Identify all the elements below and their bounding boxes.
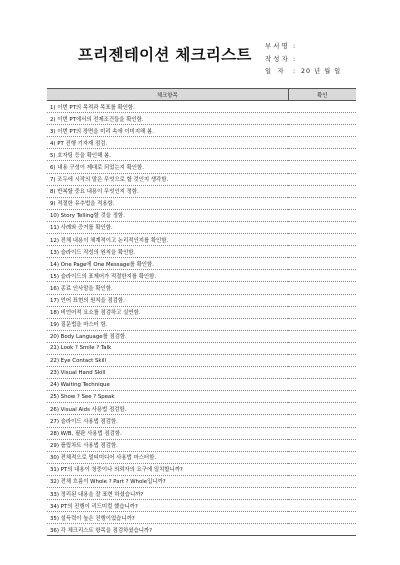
checklist-item-text: 35) 설득력이 높은 진행이었습니까?	[47, 512, 288, 524]
meta-label: 작성자	[265, 55, 290, 63]
checklist-item-text: 15) 슬라이드의 표제어가 적절한지를 확인함.	[47, 270, 288, 282]
checklist-row	[47, 524, 356, 536]
checklist-item-text: 9) 적절한 유추법을 적용함.	[47, 197, 288, 209]
checklist-item-text: 4) PT 진행 기자재 점검.	[47, 137, 288, 149]
checklist-row	[47, 185, 356, 197]
meta-row-date	[265, 66, 341, 79]
checklist-confirm-cell[interactable]	[288, 113, 356, 125]
checklist-item-text: 17) 언어 표현의 원칙을 점검함.	[47, 294, 288, 306]
page-title: 프리젠테이션 체크리스트	[78, 46, 252, 64]
checklist-item-text: 6) 내용 구성이 제대로 되었는지 확인함.	[47, 161, 288, 173]
checklist-item-text: 23) Visual Hand Skill	[47, 367, 288, 379]
checklist-confirm-cell[interactable]	[288, 306, 356, 318]
checklist-confirm-cell[interactable]	[288, 137, 356, 149]
checklist-confirm-cell[interactable]	[288, 234, 356, 246]
checklist-row	[47, 354, 356, 366]
checklist-row	[47, 149, 356, 161]
checklist-confirm-cell[interactable]	[288, 209, 356, 221]
checklist-row	[47, 463, 356, 475]
checklist-item-text: 21) Look ? Smile ? Talk	[47, 342, 288, 354]
checklist-row	[47, 403, 356, 415]
checklist-row	[47, 318, 356, 330]
meta-row-department	[265, 41, 341, 54]
checklist-confirm-cell[interactable]	[288, 270, 356, 282]
checklist-confirm-cell[interactable]	[288, 185, 356, 197]
checklist-confirm-cell[interactable]	[288, 524, 356, 536]
checklist-confirm-cell[interactable]	[288, 161, 356, 173]
checklist-item-text: 36) 각 체크리스트 항목을 점검하셨습니까?	[47, 524, 288, 536]
checklist-row	[47, 282, 356, 294]
checklist-row	[47, 342, 356, 354]
checklist-confirm-cell[interactable]	[288, 354, 356, 366]
checklist-confirm-cell[interactable]	[288, 294, 356, 306]
checklist-body	[47, 101, 356, 536]
checklist-row	[47, 101, 356, 113]
checklist-item-text: 31) PT의 내용이 청중이나 의뢰자의 요구에 일치합니까?	[47, 463, 288, 475]
checklist-row	[47, 209, 356, 221]
checklist-row	[47, 427, 356, 439]
checklist-confirm-cell[interactable]	[288, 488, 356, 500]
checklist-confirm-cell[interactable]	[288, 391, 356, 403]
checklist-item-text: 13) 슬라이드 작성의 원칙을 확인함.	[47, 246, 288, 258]
meta-colon: :	[293, 68, 296, 76]
checklist-confirm-cell[interactable]	[288, 379, 356, 391]
checklist-confirm-cell[interactable]	[288, 475, 356, 487]
checklist-row	[47, 161, 356, 173]
checklist-row	[47, 246, 356, 258]
checklist-item-text: 8) 반복할 중요 내용이 무엇인지 정함.	[47, 185, 288, 197]
checklist-row	[47, 475, 356, 487]
checklist-item-text: 34) PT의 진행이 리드미컬 했습니까?	[47, 500, 288, 512]
checklist-confirm-cell[interactable]	[288, 342, 356, 354]
checklist-item-text: 10) Story Telling할 것을 정함.	[47, 209, 288, 221]
checklist-row	[47, 500, 356, 512]
checklist-row	[47, 488, 356, 500]
checklist-item-text: 5) 호자팅 등을 확인해 봄.	[47, 149, 288, 161]
checklist-table	[47, 88, 356, 536]
meta-value[interactable]: 20 년 월 일	[301, 68, 342, 76]
checklist-row	[47, 330, 356, 342]
checklist-confirm-cell[interactable]	[288, 246, 356, 258]
document-meta	[265, 41, 341, 79]
checklist-item-text: 16) 종료 인사말을 확인함.	[47, 282, 288, 294]
checklist-item-text: 24) Waiting Technique	[47, 379, 288, 391]
column-header-item: 체크항목	[47, 89, 288, 101]
checklist-row	[47, 197, 356, 209]
checklist-item-text: 33) 정리된 내용을 잘 표현 하셨습니까?	[47, 488, 288, 500]
checklist-confirm-cell[interactable]	[288, 221, 356, 233]
checklist-confirm-cell[interactable]	[288, 258, 356, 270]
checklist-confirm-cell[interactable]	[288, 367, 356, 379]
checklist-item-text: 19) 질문법을 마스터 함.	[47, 318, 288, 330]
checklist-confirm-cell[interactable]	[288, 427, 356, 439]
meta-row-author	[265, 54, 341, 67]
checklist-confirm-cell[interactable]	[288, 403, 356, 415]
checklist-row	[47, 415, 356, 427]
checklist-row	[47, 234, 356, 246]
checklist-row	[47, 367, 356, 379]
checklist-row	[47, 379, 356, 391]
checklist-confirm-cell[interactable]	[288, 512, 356, 524]
checklist-confirm-cell[interactable]	[288, 318, 356, 330]
meta-colon: :	[293, 55, 296, 63]
checklist-confirm-cell[interactable]	[288, 463, 356, 475]
checklist-row	[47, 258, 356, 270]
checklist-confirm-cell[interactable]	[288, 101, 356, 113]
column-header-check: 확인	[288, 89, 356, 101]
checklist-row	[47, 137, 356, 149]
table-header-row	[47, 89, 356, 101]
checklist-item-text: 1) 이번 PT의 목적과 목표를 확인함.	[47, 101, 288, 113]
checklist-item-text: 12) 전체 내용이 체계적이고 논리적인지를 확인함.	[47, 234, 288, 246]
checklist-item-text: 20) Body Language를 점검함.	[47, 330, 288, 342]
checklist-row	[47, 306, 356, 318]
checklist-confirm-cell[interactable]	[288, 439, 356, 451]
checklist-confirm-cell[interactable]	[288, 125, 356, 137]
checklist-item-text: 11) 사례와 증거를 확인함.	[47, 221, 288, 233]
checklist-item-text: 2) 이번 PT에서의 전제조건들을 확인함.	[47, 113, 288, 125]
checklist-item-text: 25) Show ? See ? Speak	[47, 391, 288, 403]
checklist-confirm-cell[interactable]	[288, 282, 356, 294]
checklist-row	[47, 439, 356, 451]
checklist-confirm-cell[interactable]	[288, 451, 356, 463]
checklist-row	[47, 451, 356, 463]
checklist-row	[47, 173, 356, 185]
checklist-confirm-cell[interactable]	[288, 149, 356, 161]
checklist-item-text: 29) 플립차트 사용법 점검함.	[47, 439, 288, 451]
meta-label: 부서명	[265, 43, 290, 50]
checklist-row	[47, 221, 356, 233]
checklist-item-text: 22) Eye Contact Skill	[47, 354, 288, 366]
checklist-confirm-cell[interactable]	[288, 415, 356, 427]
checklist-confirm-cell[interactable]	[288, 173, 356, 185]
checklist-item-text: 26) Visual Aids 사용법 점검함.	[47, 403, 288, 415]
checklist-item-text: 30) 전체적으로 멀티미디어 사용법 마스터함.	[47, 451, 288, 463]
checklist-row	[47, 512, 356, 524]
meta-label: 일 자	[265, 68, 286, 76]
checklist-item-text: 32) 전체 흐름이 Whole ? Part ? Whole입니까?	[47, 475, 288, 487]
checklist-item-text: 27) 슬라이드 사용법 점검함.	[47, 415, 288, 427]
checklist-item-text: 28) W/B, 필판 사용법 점검함.	[47, 427, 288, 439]
checklist-row	[47, 294, 356, 306]
checklist-item-text: 14) One Page에 One Message를 확인함.	[47, 258, 288, 270]
checklist-row	[47, 391, 356, 403]
checklist-item-text: 18) 비언어적 요소를 점검하고 실연함.	[47, 306, 288, 318]
checklist-item-text: 7) 조두에 시작의 말은 무엇으로 할 것인지 생각함.	[47, 173, 288, 185]
checklist-row	[47, 270, 356, 282]
checklist-row	[47, 125, 356, 137]
meta-colon: :	[293, 43, 296, 50]
checklist-confirm-cell[interactable]	[288, 197, 356, 209]
checklist-confirm-cell[interactable]	[288, 500, 356, 512]
checklist-confirm-cell[interactable]	[288, 330, 356, 342]
checklist-item-text: 3) 이번 PT의 장면을 미리 속에 이미지해 봄.	[47, 125, 288, 137]
checklist-row	[47, 113, 356, 125]
